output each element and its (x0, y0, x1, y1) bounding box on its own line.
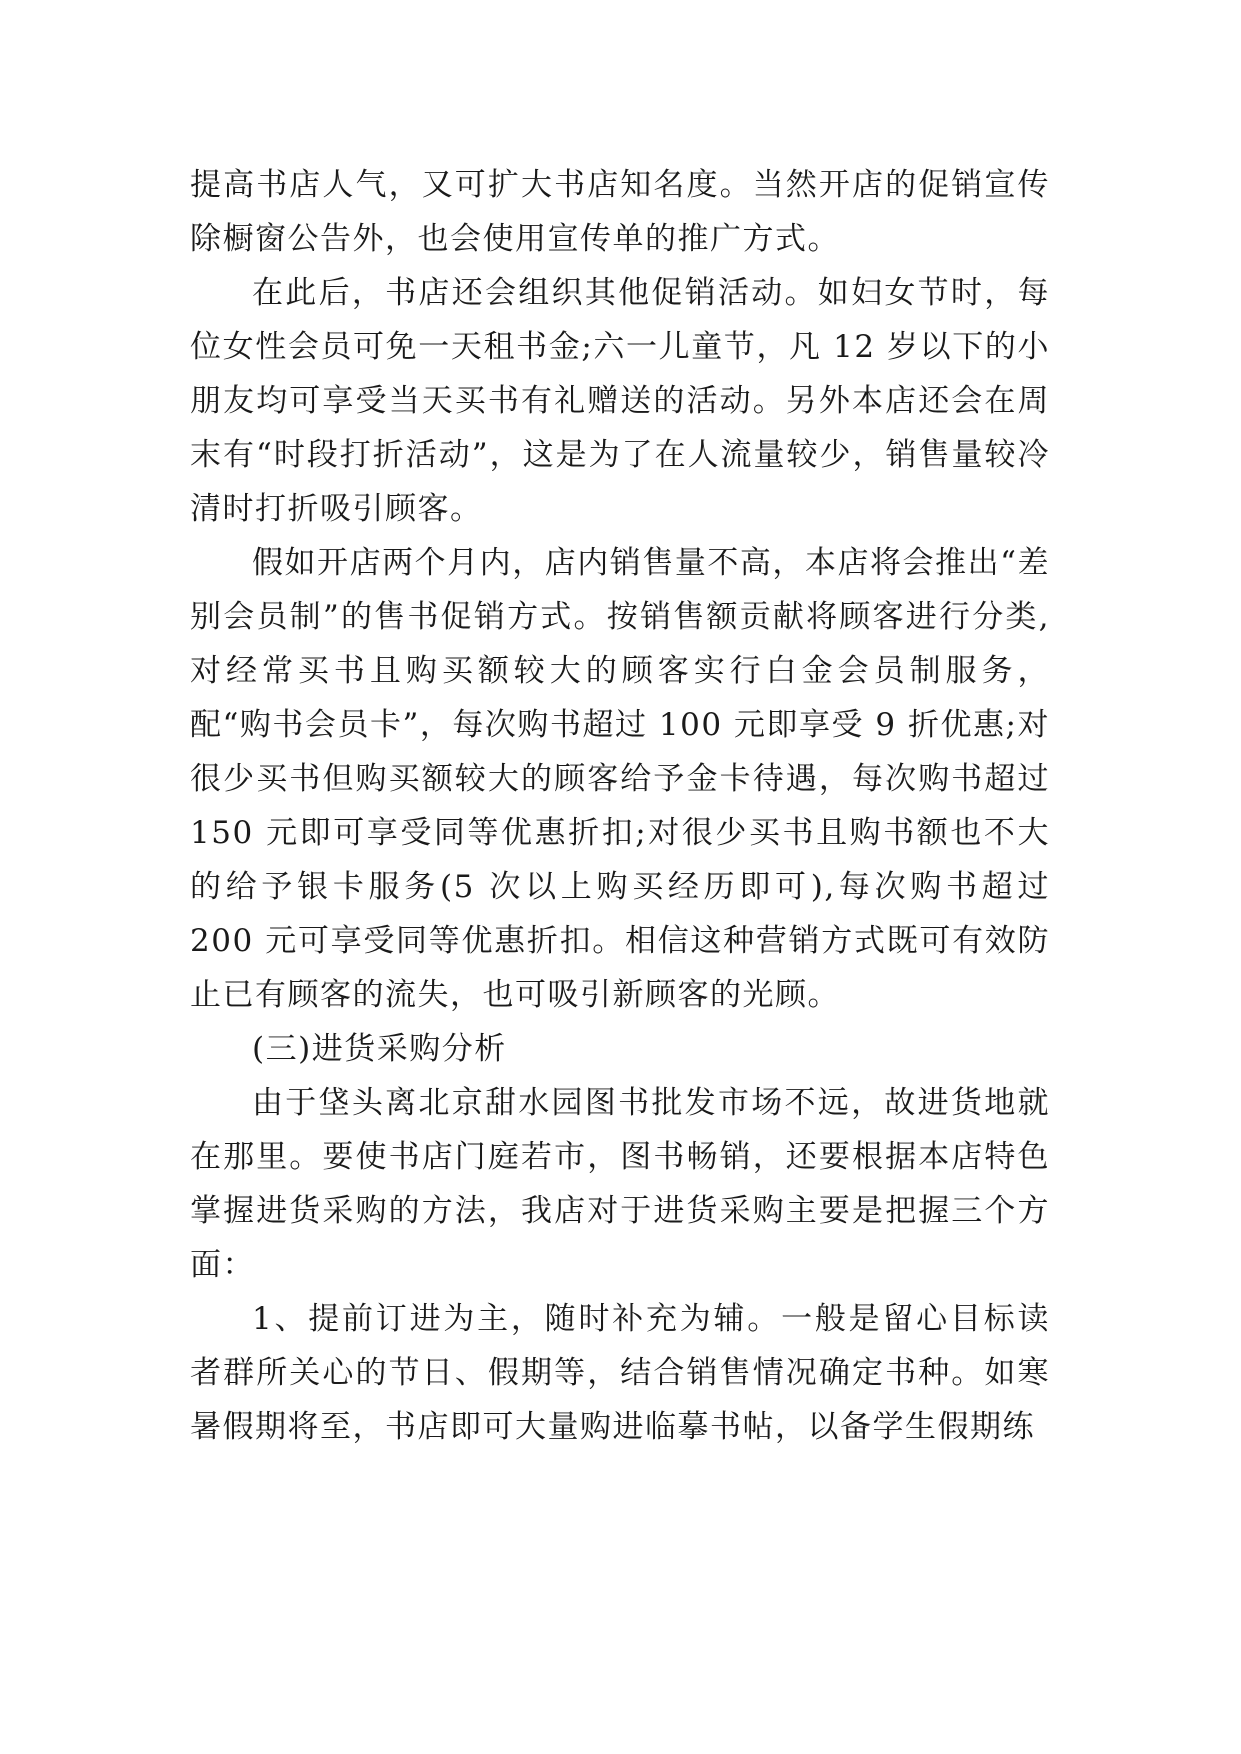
paragraph-purchasing-location: 由于垡头离北京甜水园图书批发市场不远，故进货地就在那里。要使书店门庭若市，图书畅销，还要根据本店特色掌握进货采购的方法，我店对于进货采购主要是把握三个方面： (190, 1085, 1050, 1283)
paragraph-continuation: 提高书店人气，又可扩大书店知名度。当然开店的促销宣传除橱窗公告外，也会使用宣传单的推广方式。 (190, 167, 1050, 257)
section-heading-purchasing: (三)进货采购分析 (252, 1031, 507, 1067)
document-body (190, 158, 1050, 1454)
paragraph-membership: 假如开店两个月内，店内销售量不高，本店将会推出“差别会员制”的售书促销方式。按销售额贡献将顾客进行分类,对经常买书且购买额较大的顾客实行白金会员制服务，配“购书会员卡”，每次购书超过 100 元即享受 9 折优惠;对很少买书但购买额较大的顾客给予金卡待遇，每次购书超过 150 元即可享受同等优惠折扣;对很少买书且购书额也不大的给予银卡服务(5 次以上购买经历即可),每次购书超过 200 元可享受同等优惠折扣。相信这种营销方式既可有效防止已有顾客的流失，也可吸引新顾客的光顾。 (190, 545, 1050, 1013)
paragraph-purchasing-point-1: 1、提前订进为主，随时补充为辅。一般是留心目标读者群所关心的节日、假期等，结合销售情况确定书种。如寒暑假期将至，书店即可大量购进临摹书帖，以备学生假期练 (190, 1301, 1050, 1445)
paragraph-promotions: 在此后，书店还会组织其他促销活动。如妇女节时，每位女性会员可免一天租书金;六一儿童节，凡 12 岁以下的小朋友均可享受当天买书有礼赠送的活动。另外本店还会在周末有“时段打折活动”，这是为了在人流量较少，销售量较冷清时打折吸引顾客。 (190, 275, 1050, 527)
